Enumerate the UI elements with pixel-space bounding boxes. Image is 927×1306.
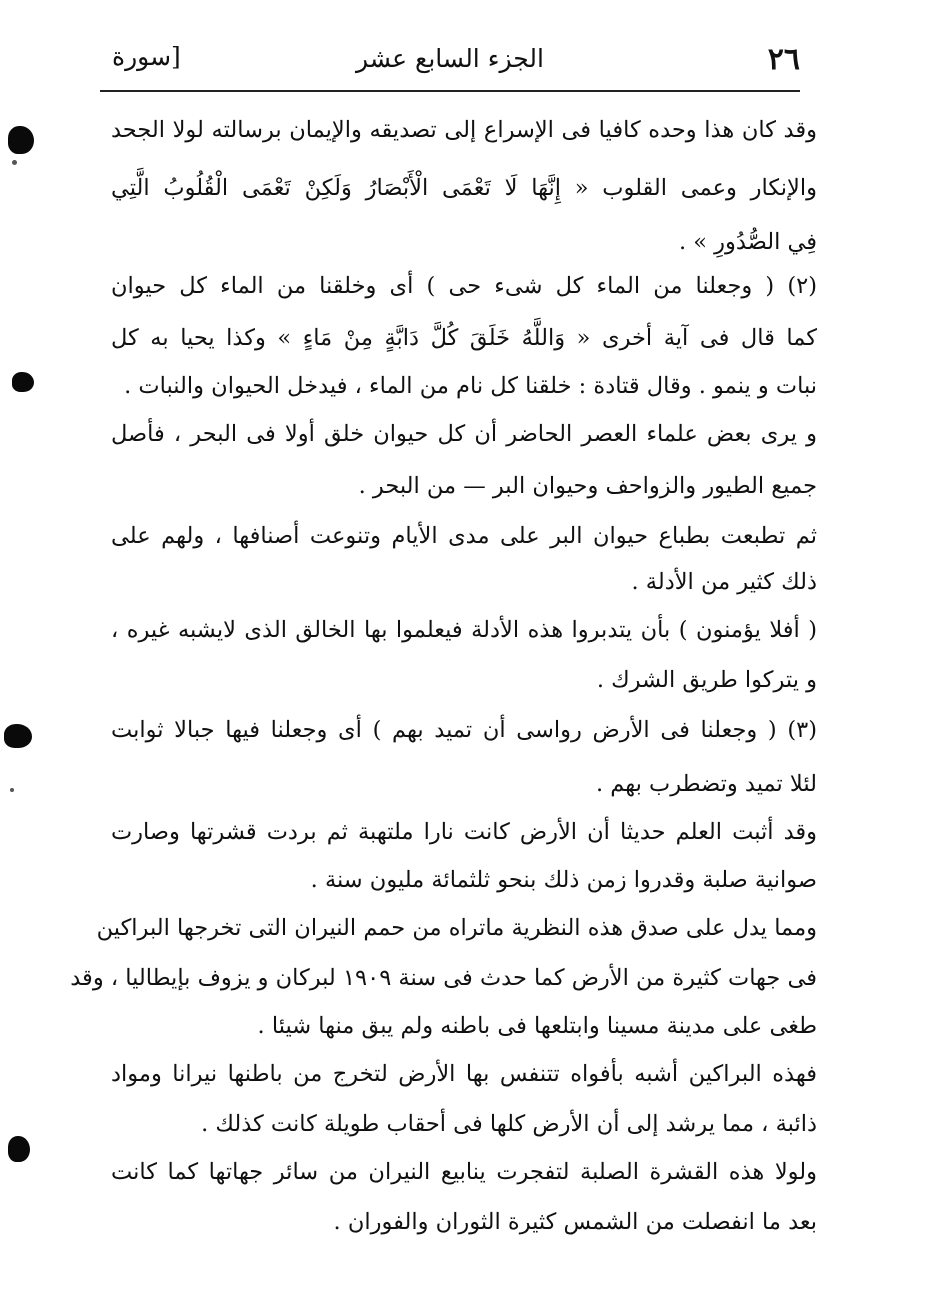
text-line: طغى على مدينة مسينا وابتلعها فى باطنه ولم يبق منها شيئا . bbox=[257, 1013, 817, 1039]
text-line: ولولا هذه القشرة الصلبة لتفجرت ينابيع النيران من سائر جهاتها كما كانت bbox=[111, 1159, 817, 1185]
text-line: لئلا تميد وتضطرب بهم . bbox=[595, 771, 817, 797]
text-line: نبات و ينمو . وقال قتادة : خلقنا كل نام من الماء ، فيدخل الحيوان والنبات . bbox=[124, 373, 817, 399]
text-line: ومما يدل على صدق هذه النظرية ماتراه من حمم النيران التى تخرجها البراكين bbox=[96, 915, 817, 941]
ink-blot bbox=[8, 126, 34, 154]
part-title: الجزء السابع عشر bbox=[356, 44, 544, 73]
text-line: و يرى بعض علماء العصر الحاضر أن كل حيوان خلق أولا فى البحر ، فأصل bbox=[111, 421, 817, 447]
text-line: فهذه البراكين أشبه بأفواه تتنفس بها الأرض لتخرج من باطنها نيرانا ومواد bbox=[111, 1061, 817, 1087]
text-line: بعد ما انفصلت من الشمس كثيرة الثوران والفوران . bbox=[333, 1209, 817, 1235]
text-line: ( أفلا يؤمنون ) بأن يتدبروا هذه الأدلة فيعلموا بها الخالق الذى لايشبه غيره ، bbox=[111, 617, 817, 643]
page-header bbox=[100, 38, 800, 88]
ink-blot bbox=[4, 724, 32, 748]
ink-speck bbox=[10, 788, 14, 792]
ink-speck bbox=[12, 160, 17, 165]
text-line: كما قال فى آية أخرى « وَاللَّهُ خَلَقَ كُلَّ دَابَّةٍ مِنْ مَاءٍ » وكذا يحيا به كل bbox=[111, 325, 817, 351]
text-line: و يتركوا طريق الشرك . bbox=[596, 667, 817, 693]
text-line: (٢) ( وجعلنا من الماء كل شىء حى ) أى وخلقنا من الماء كل حيوان bbox=[111, 273, 817, 299]
text-line: صوانية صلبة وقدروا زمن ذلك بنحو ثلثمائة مليون سنة . bbox=[310, 867, 817, 893]
text-line: والإنكار وعمى القلوب « إِنَّهَا لَا تَعْمَى الْأَبْصَارُ وَلَكِنْ تَعْمَى الْقُلُوبُ الَّتِي bbox=[111, 175, 817, 201]
surah-label: [سورة bbox=[112, 42, 181, 71]
text-line: فى جهات كثيرة من الأرض كما حدث فى سنة ١٩٠٩ لبركان و يزوف بإيطاليا ، وقد bbox=[70, 965, 817, 991]
header-rule bbox=[100, 90, 800, 92]
text-line: (٣) ( وجعلنا فى الأرض رواسى أن تميد بهم ) أى وجعلنا فيها جبالا ثوابت bbox=[111, 717, 817, 743]
text-line: جميع الطيور والزواحف وحيوان البر — من البحر . bbox=[358, 473, 817, 499]
text-line: وقد كان هذا وحده كافيا فى الإسراع إلى تصديقه والإيمان برسالته لولا الجحد bbox=[111, 117, 817, 143]
ink-blot bbox=[12, 372, 34, 392]
text-line: ثم تطبعت بطباع حيوان البر على مدى الأيام وتنوعت أصنافها ، ولهم على bbox=[111, 523, 817, 549]
text-line: فِي الصُّدُورِ » . bbox=[678, 229, 817, 255]
text-line: ذلك كثير من الأدلة . bbox=[631, 569, 817, 595]
ink-blot bbox=[8, 1136, 30, 1162]
text-line: وقد أثبت العلم حديثا أن الأرض كانت نارا ملتهبة ثم بردت قشرتها وصارت bbox=[111, 819, 817, 845]
page-number: ٢٦ bbox=[767, 42, 800, 77]
text-line: ذائبة ، مما يرشد إلى أن الأرض كلها فى أحقاب طويلة كانت كذلك . bbox=[201, 1111, 817, 1137]
